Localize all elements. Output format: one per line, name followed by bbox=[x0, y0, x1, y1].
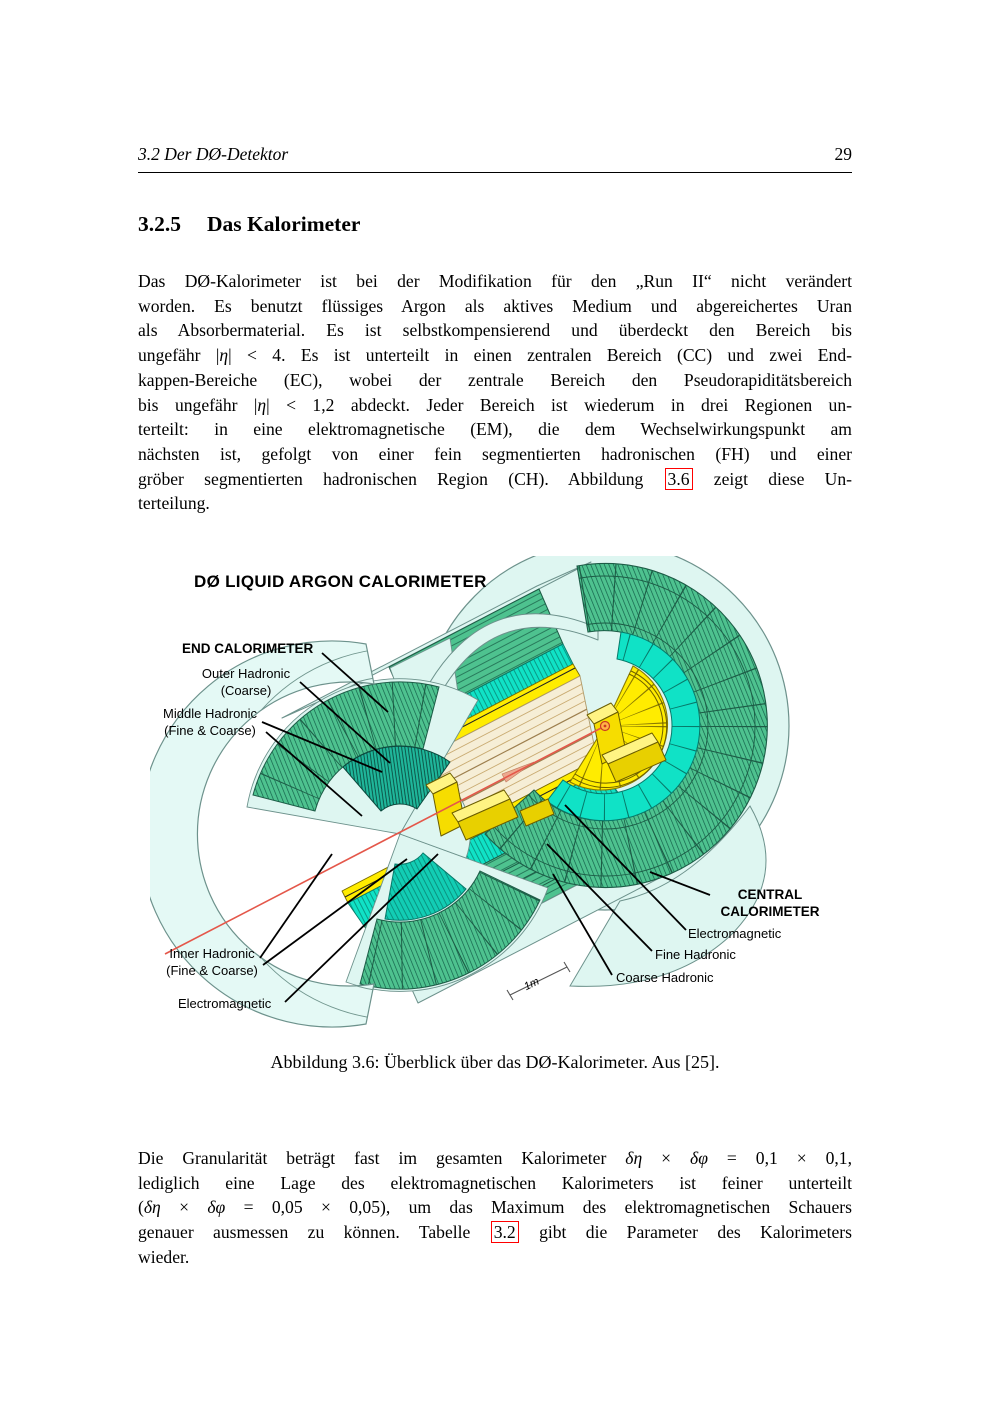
text-line bbox=[138, 1245, 852, 1270]
text-segment: η bbox=[257, 394, 267, 415]
paragraph-1 bbox=[138, 269, 852, 516]
calorimeter-figure bbox=[150, 556, 870, 1028]
text-segment: δη bbox=[625, 1148, 643, 1168]
scale-label: 1m bbox=[522, 975, 542, 994]
outer-hadronic-sublabel: (Coarse) bbox=[220, 683, 272, 698]
text-line bbox=[138, 1146, 852, 1171]
end-calorimeter-label: END CALORIMETER bbox=[182, 641, 314, 656]
text-line bbox=[138, 491, 852, 516]
text-segment: genauer ausmessen zu können. Tabelle bbox=[138, 1222, 490, 1243]
reference-link[interactable]: 3.2 bbox=[491, 1221, 519, 1243]
text-segment: δφ bbox=[207, 1197, 226, 1218]
outer-hadronic-label: Outer Hadronic bbox=[201, 666, 291, 681]
text-line bbox=[138, 393, 852, 418]
text-segment: gibt die Parameter des Kalorimeters bbox=[519, 1222, 852, 1243]
middle-hadronic-sublabel: (Fine & Coarse) bbox=[164, 723, 256, 738]
inner-hadronic-label: Inner Hadronic bbox=[169, 946, 255, 961]
electromagnetic-right-label: Electromagnetic bbox=[688, 926, 782, 941]
text-segment: δη bbox=[143, 1197, 161, 1218]
text-segment: × bbox=[160, 1197, 208, 1218]
paragraph-2 bbox=[138, 1146, 852, 1270]
text-segment: kappen-Bereiche (EC), wobei der zentrale Bereich den Pseudorapiditätsbereich bbox=[138, 369, 852, 390]
figure-3-6 bbox=[150, 556, 870, 1028]
text-segment: nächsten ist, gefolgt von einer fein segmentierten hadronischen (FH) und einer bbox=[138, 443, 852, 464]
section-number: 3.2.5 bbox=[138, 212, 181, 236]
text-segment: wieder. bbox=[138, 1246, 190, 1267]
text-segment: zeigt diese Un- bbox=[693, 468, 852, 489]
coarse-hadronic-label: Coarse Hadronic bbox=[616, 970, 714, 985]
text-segment: gröber segmentierten hadronischen Region (CH). Abbildung bbox=[138, 468, 664, 489]
text-segment: ( bbox=[138, 1197, 144, 1218]
running-header-title: 3.2 Der DØ-Detektor bbox=[138, 144, 289, 164]
text-line bbox=[138, 269, 852, 294]
text-segment: = 0,1 × 0,1, bbox=[707, 1148, 852, 1168]
text-segment: Das DØ-Kalorimeter ist bei der Modifikation für den „Run II“ nicht verändert bbox=[138, 271, 852, 291]
text-line bbox=[138, 1171, 852, 1196]
page-number: 29 bbox=[834, 144, 852, 164]
section-title: Das Kalorimeter bbox=[207, 212, 361, 236]
text-line bbox=[138, 467, 852, 492]
text-line bbox=[138, 318, 852, 343]
electromagnetic-left-label: Electromagnetic bbox=[178, 996, 272, 1011]
text-segment: terteilung. bbox=[138, 493, 210, 514]
text-line bbox=[138, 442, 852, 467]
text-segment: worden. Es benutzt flüssiges Argon als aktives Medium und abgereichertes Uran bbox=[138, 295, 852, 316]
central-calorimeter-sublabel: CALORIMETER bbox=[720, 904, 820, 919]
text-segment: = 0,05 × 0,05), um das Maximum des elektromagnetischen Schauers bbox=[225, 1197, 852, 1218]
text-line bbox=[138, 294, 852, 319]
text-segment: | < 4. Es ist unterteilt in einen zentralen Bereich (CC) und zwei End- bbox=[228, 345, 852, 366]
text-segment: bis ungefähr | bbox=[138, 394, 258, 415]
fine-hadronic-label: Fine Hadronic bbox=[655, 947, 736, 962]
text-segment: Die Granularität beträgt fast im gesamten Kalorimeter bbox=[138, 1148, 626, 1168]
text-line bbox=[138, 1220, 852, 1245]
text-segment: η bbox=[219, 345, 229, 366]
text-segment: lediglich eine Lage des elektromagnetischen Kalorimeters ist feiner unterteilt bbox=[138, 1172, 852, 1193]
figure-title: DØ LIQUID ARGON CALORIMETER bbox=[194, 572, 487, 591]
middle-hadronic-label: Middle Hadronic bbox=[163, 706, 257, 721]
text-segment: × bbox=[642, 1148, 691, 1168]
running-header bbox=[138, 144, 852, 173]
section-heading bbox=[138, 212, 360, 237]
text-segment: δφ bbox=[690, 1148, 708, 1168]
text-segment: terteilt: in eine elektromagnetische (EM), die dem Wechselwirkungspunkt am bbox=[138, 419, 852, 440]
inner-hadronic-sublabel: (Fine & Coarse) bbox=[166, 963, 258, 978]
text-line bbox=[138, 417, 852, 442]
reference-link[interactable]: 3.6 bbox=[665, 468, 693, 490]
text-segment: | < 1,2 abdeckt. Jeder Bereich ist wiederum in drei Regionen un- bbox=[266, 394, 853, 415]
text-segment: ungefähr | bbox=[138, 345, 220, 366]
text-line bbox=[138, 343, 852, 368]
central-calorimeter-label: CENTRAL bbox=[737, 887, 803, 902]
text-segment: als Absorbermaterial. Es ist selbstkompensierend und überdeckt den Bereich bis bbox=[138, 320, 852, 341]
text-line bbox=[138, 368, 852, 393]
figure-caption: Abbildung 3.6: Überblick über das DØ-Kalorimeter. Aus [25]. bbox=[270, 1052, 720, 1072]
text-line bbox=[138, 1195, 852, 1220]
